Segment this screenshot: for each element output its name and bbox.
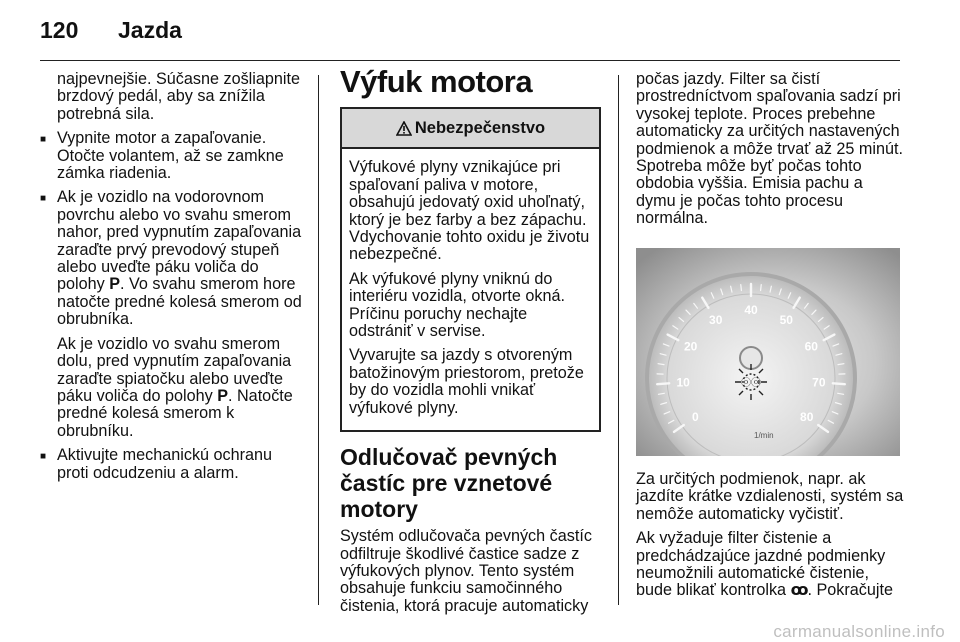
page-number: 120 <box>40 17 79 43</box>
gauge-tick-label: 20 <box>684 339 698 354</box>
paragraph <box>636 530 904 600</box>
section-title: Výfuk motora <box>340 64 533 99</box>
list-item-text: Ak je vozidlo na vodorovnom povrchu alebo vo svahu smerom nahor, pred vypnutím zapaľovania zaraďte prvý prevodový stupeň alebo uveďte páku voliča do polohy <box>57 188 302 294</box>
left-column <box>40 71 308 489</box>
diesel-particle-filter-icon <box>735 364 767 400</box>
svg-text:ⓞⓞ: ⓞⓞ <box>741 378 761 389</box>
continued-paragraph: najpevnejšie. Súčasne zošliapnite brzdový pedál, aby sa znížila potrebná sila. <box>57 70 300 123</box>
gauge-tick-label: 60 <box>804 339 818 354</box>
tachometer-graphic <box>636 248 900 456</box>
gauge-tick-label: 10 <box>676 375 690 390</box>
list-item <box>40 189 308 328</box>
warning-paragraph: Výfukové plyny vznikajúce pri spaľovaní paliva v motore, obsahujú jedovatý oxid uhoľnatý, ktorý je bez farby a bez zápachu. Vdychovanie tohto oxidu je životu nebezpečné. <box>349 158 590 264</box>
list-item-continuation <box>40 336 308 440</box>
gauge-unit-label: 1/min <box>754 431 774 440</box>
warning-box <box>340 107 601 432</box>
paragraph: počas jazdy. Filter sa čistí prostredníctvom spaľovania sadzí pri vysokej teplote. Proces prebehne automaticky za určitých nastavených podmienok a môže trvať až 25 minút. Spotreba môže byť počas tohto obdobia vyššia. Emisia pachu a dymu je počas tohto procesu normálna. <box>636 70 903 228</box>
paragraph-text: Ak vyžaduje filter čistenie a predchádzajúce jazdné podmienky neumožnili automatické čistenie, bude blikať kontrolka <box>636 529 886 600</box>
column-divider-right <box>618 75 619 605</box>
list-item <box>40 447 308 482</box>
right-column-top <box>636 71 904 235</box>
gauge-tick-label: 50 <box>779 312 793 327</box>
middle-column <box>340 64 601 622</box>
paragraph-text: . Natočte predné kolesá smerom k obrubníku. <box>57 386 293 440</box>
list-item <box>40 130 308 182</box>
gauge-major-tick <box>833 383 845 384</box>
gauge-tick-label: 80 <box>800 410 814 425</box>
tachometer-illustration <box>636 248 900 456</box>
gear-position-p: P <box>109 275 121 294</box>
warning-paragraph: Vyvarujte sa jazdy s otvoreným batožinovým priestorom, pretože by do vozidla mohli vnikať výfukové plyny. <box>349 346 584 417</box>
right-column-bottom <box>636 471 904 607</box>
diesel-particle-filter-icon: ꝏ <box>790 581 808 600</box>
gear-position-p: P <box>217 386 228 405</box>
paragraph: Za určitých podmienok, napr. ak jazdíte krátke vzdialenosti, systém sa nemôže automaticky vyčistiť. <box>636 470 904 523</box>
gauge-tick-label: 30 <box>709 312 723 327</box>
section-name: Jazda <box>118 17 182 43</box>
header-rule <box>40 60 900 61</box>
list-item-text: Vypnite motor a zapaľovanie. Otočte volantem, až se zamkne zámka riadenia. <box>57 129 284 183</box>
gauge-tick-label: 0 <box>691 410 699 425</box>
column-divider-left <box>318 75 319 605</box>
warning-triangle-icon <box>396 121 412 136</box>
gauge-minor-tick <box>741 285 742 291</box>
gauge-minor-tick <box>761 285 762 291</box>
watermark: carmanualsonline.info <box>773 622 945 641</box>
warning-body <box>342 149 599 430</box>
paragraph: Systém odlučovača pevných častíc odfiltruje škodlivé častice sadze z výfukových plynov. Tento systém obsahuje funkciu samočinného čistenia, ktorá pracuje automaticky <box>340 527 592 615</box>
gauge-tick-label: 40 <box>744 303 758 317</box>
list-item-text: Aktivujte mechanickú ochranu proti odcudzeniu a alarm. <box>57 446 273 482</box>
gauge-major-tick <box>657 383 669 384</box>
paragraph-text: Ak je vozidlo vo svahu smerom dolu, pred vypnutím zapaľovania zaraďte spiatočku alebo uveďte páku voliča do polohy <box>57 334 292 405</box>
warning-paragraph: Ak výfukové plyny vniknú do interiéru vozidla, otvorte okná. Príčinu poruchy nechajte odstrániť v servise. <box>349 269 565 341</box>
gauge-tick-label: 70 <box>812 375 826 390</box>
warning-label: Nebezpečenstvo <box>414 118 546 137</box>
page-header <box>0 0 960 62</box>
list-item-text: . Vo svahu smerom hore natočte predné kolesá smerom od obrubníka. <box>57 275 302 329</box>
warning-header <box>342 109 599 149</box>
subsection-title: Odlučovač pevných častíc pre vznetové motory <box>340 444 558 523</box>
paragraph-text: . Pokračujte <box>807 581 893 600</box>
